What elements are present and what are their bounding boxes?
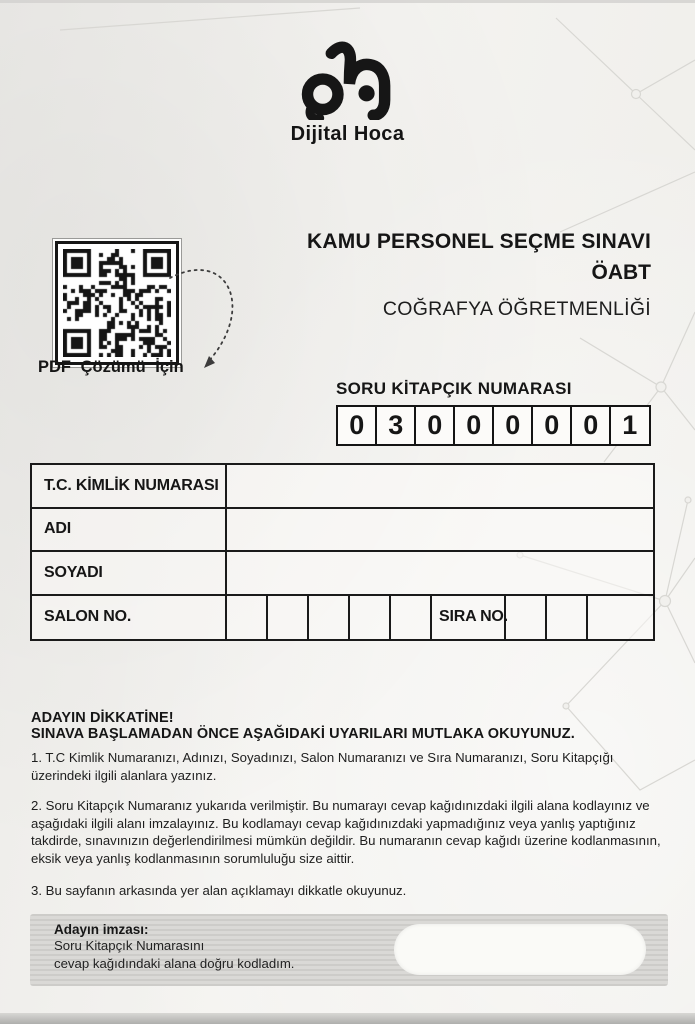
booklet-digit-box	[531, 405, 573, 446]
adi-label: ADI	[32, 509, 227, 551]
booklet-digit-box	[570, 405, 612, 446]
exam-title-line2: ÖABT	[591, 261, 651, 284]
salon-no-cell[interactable]	[350, 596, 391, 640]
brand-name: Dijital Hoca	[290, 123, 405, 145]
booklet-digit: 1	[622, 410, 638, 440]
soyadi-label: SOYADI	[32, 552, 227, 594]
exam-title-line1: KAMU PERSONEL SEÇME SINAVI	[307, 230, 651, 253]
signature-text-block	[54, 922, 294, 973]
booklet-digit-box	[336, 405, 378, 446]
booklet-digit-box	[609, 405, 651, 446]
booklet-digit: 0	[544, 410, 560, 440]
booklet-number-boxes	[336, 405, 651, 446]
sira-no-cell[interactable]	[588, 596, 653, 640]
notice-heading: ADAYIN DİKKATİNE!	[31, 710, 174, 726]
booklet-digit: 0	[583, 410, 599, 440]
form-row-tc-kimlik	[32, 465, 653, 509]
booklet-digit: 3	[388, 410, 404, 440]
sira-no-cell[interactable]	[547, 596, 588, 640]
tc-kimlik-label: T.C. KİMLİK NUMARASI	[32, 465, 227, 507]
soyadi-field[interactable]	[227, 552, 653, 594]
qr-code-frame	[55, 241, 179, 365]
salon-no-label: SALON NO.	[32, 596, 227, 640]
form-row-soyadi	[32, 552, 653, 596]
signature-instruction-line1: Soru Kitapçık Numarasını	[54, 938, 205, 953]
booklet-digit: 0	[427, 410, 443, 440]
salon-no-cell[interactable]	[268, 596, 309, 640]
signature-label: Adayın imzası:	[54, 922, 149, 937]
notice-subheading: SINAVA BAŞLAMADAN ÖNCE AŞAĞIDAKİ UYARILARI MUTLAKA OKUYUNUZ.	[31, 726, 575, 742]
signature-strip	[30, 914, 668, 986]
adi-field[interactable]	[227, 509, 653, 551]
signature-area[interactable]	[394, 924, 646, 975]
salon-no-cell[interactable]	[309, 596, 350, 640]
booklet-digit-box	[375, 405, 417, 446]
booklet-digit-box	[414, 405, 456, 446]
form-row-adi	[32, 509, 653, 553]
qr-code	[52, 238, 182, 368]
notice-section	[31, 710, 664, 900]
scan-top-edge	[0, 0, 695, 3]
exam-subject: COĞRAFYA ÖĞRETMENLİĞİ	[382, 298, 651, 320]
booklet-digit: 0	[466, 410, 482, 440]
candidate-form-table	[30, 463, 655, 641]
sira-no-cell[interactable]	[506, 596, 547, 640]
booklet-digit-box	[492, 405, 534, 446]
dijital-hoca-logo	[0, 40, 695, 146]
booklet-digit-box	[453, 405, 495, 446]
qr-code-canvas	[63, 249, 171, 357]
scan-bottom-edge	[0, 1013, 695, 1024]
salon-no-cell[interactable]	[391, 596, 432, 640]
booklet-digit: 0	[349, 410, 365, 440]
salon-no-cell[interactable]	[227, 596, 268, 640]
notice-item-2: 2. Soru Kitapçık Numaranız yukarıda verilmiştir. Bu numarayı cevap kağıdınızdaki ilgili alana kodlayınız ve aşağıdaki ilgili alanı imzalayınız. Bu kodlamayı cevap kağıdınızdaki yapmadığınız veya yanlış yaptığınız takdirde, sınavınızın değerlendirilmesi mümkün değildir. Bu numaranın cevap kağıdı üzerine kodlanmasının, eksik veya yanlış kodlanmasının sorumluluğu size aittir.	[31, 798, 661, 866]
booklet-digit: 0	[505, 410, 521, 440]
notice-item-3: 3. Bu sayfanın arkasında yer alan açıklamayı dikkatle okuyunuz.	[31, 883, 407, 899]
tc-kimlik-field[interactable]	[227, 465, 653, 507]
exam-title	[307, 230, 651, 321]
form-row-salon-sira	[32, 596, 653, 640]
signature-instruction-line2: cevap kağıdındaki alana doğru kodladım.	[54, 955, 295, 971]
sira-no-label: SIRA NO.	[432, 596, 506, 640]
booklet-number-label: SORU KİTAPÇIK NUMARASI	[336, 379, 572, 398]
dijital-hoca-logo-icon	[299, 40, 396, 120]
notice-item-1: 1. T.C Kimlik Numaranızı, Adınızı, Soyadınızı, Salon Numaranızı ve Sıra Numaranızı, Soru Kitapçığı üzerindeki ilgili alanlara yazınız.	[31, 750, 614, 783]
qr-label: PDF Çözümü İçin	[38, 358, 184, 376]
